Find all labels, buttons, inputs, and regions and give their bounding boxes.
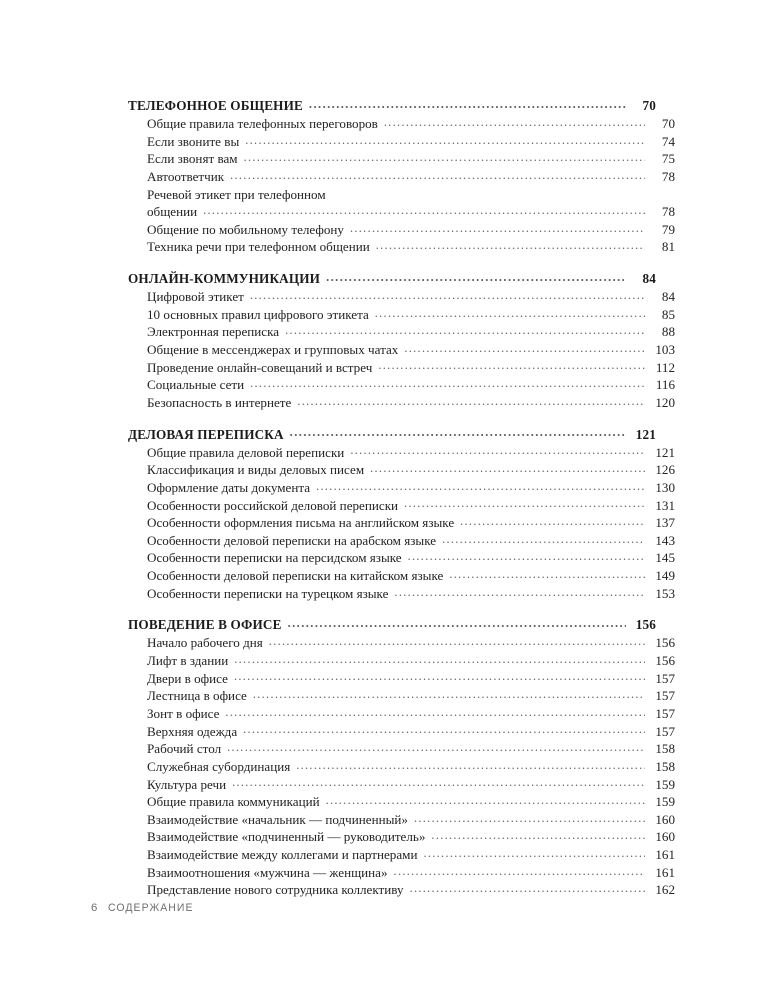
toc-section-page-number: 84: [642, 271, 656, 287]
toc-entry-page-number: 153: [655, 585, 675, 601]
toc-entry-label: Особенности деловой переписки на арабском языке: [147, 532, 437, 548]
toc-entry[interactable]: [147, 687, 675, 705]
toc-entry[interactable]: [147, 549, 675, 567]
toc-entry-page-number: 145: [655, 550, 675, 566]
dot-leader: [375, 306, 645, 319]
toc-entry[interactable]: [147, 828, 675, 846]
toc-entry-label: Техника речи при телефонном общении: [147, 239, 370, 255]
toc-entry[interactable]: [147, 652, 675, 670]
toc-entry[interactable]: [147, 585, 675, 603]
toc-entry-page-number: 85: [661, 306, 675, 322]
dot-leader: [394, 585, 645, 598]
dot-leader: [243, 722, 645, 735]
dot-leader: [442, 532, 645, 545]
toc-entry-label: Особенности деловой переписки на китайском языке: [147, 568, 444, 584]
toc-entry-label: Рабочий стол: [147, 741, 222, 757]
toc-entry[interactable]: [147, 359, 675, 377]
toc-entry-label: Безопасность в интернете: [147, 394, 292, 410]
toc-section: [128, 425, 675, 603]
toc-entry-label: Общение в мессенджерах и групповых чатах: [147, 342, 399, 358]
toc-section-title: ТЕЛЕФОННОЕ ОБЩЕНИЕ: [128, 98, 303, 113]
dot-leader: [245, 133, 645, 146]
toc-entry-label: Особенности оформления письма на английском языке: [147, 515, 455, 531]
toc-entry-label: Общие правила деловой переписки: [147, 444, 345, 460]
toc-entry-page-number: 158: [655, 741, 675, 757]
dot-leader: [234, 652, 645, 665]
table-of-contents: [128, 96, 675, 899]
toc-entry-page-number: 79: [661, 221, 675, 237]
toc-entry-page-number: 70: [661, 116, 675, 132]
toc-entry[interactable]: [147, 238, 675, 256]
toc-entry-page-number: 156: [655, 653, 675, 669]
toc-entry[interactable]: [147, 444, 675, 462]
toc-entry[interactable]: [147, 740, 675, 758]
toc-entry-page-number: 137: [655, 515, 675, 531]
toc-entry-label: Взаимодействие «подчиненный — руководитель»: [147, 829, 426, 845]
dot-leader: [394, 864, 645, 877]
toc-entry-label: 10 основных правил цифрового этикета: [147, 306, 369, 322]
toc-entry[interactable]: [147, 496, 675, 514]
toc-section-title: ДЕЛОВАЯ ПЕРЕПИСКА: [128, 426, 284, 442]
toc-section-title: ОНЛАЙН-КОММУНИКАЦИИ: [128, 271, 321, 287]
toc-entry[interactable]: [147, 775, 675, 793]
toc-entry-page-number: 160: [655, 829, 675, 845]
toc-section: [128, 615, 675, 899]
toc-entry-page-number: 160: [655, 811, 675, 827]
toc-entry-label: Социальные сети: [147, 377, 245, 393]
toc-section: [128, 96, 675, 256]
dot-leader: [288, 616, 626, 629]
toc-entry-page-number: 121: [655, 444, 675, 460]
toc-entry[interactable]: [147, 881, 675, 899]
toc-entry-label: Зонт в офисе: [147, 705, 220, 721]
toc-entry-page-number: 159: [655, 776, 675, 792]
toc-entry-page-number: 112: [655, 359, 675, 375]
toc-entry-page-number: 75: [661, 151, 675, 167]
toc-entry-page-number: 130: [655, 479, 675, 495]
toc-entry[interactable]: [147, 168, 675, 186]
dot-leader: [250, 288, 645, 301]
dot-leader: [230, 168, 645, 181]
toc-entry-label: Общие правила коммуникаций: [147, 794, 320, 810]
toc-entry-label: Служебная субординация: [147, 758, 291, 774]
toc-entry[interactable]: [147, 567, 675, 585]
toc-entry-label: Лестница в офисе: [147, 688, 247, 704]
dot-leader: [326, 270, 626, 283]
toc-entry-label: Культура речи: [147, 776, 227, 792]
toc-entry[interactable]: [147, 846, 675, 864]
toc-entry-label: Электронная переписка: [147, 324, 280, 340]
dot-leader: [423, 846, 645, 859]
toc-entry-page-number: 116: [655, 377, 675, 393]
toc-section-title: ПОВЕДЕНИЕ В ОФИСЕ: [128, 617, 282, 633]
toc-entry-wrapped-line: Речевой этикет при телефонном: [147, 186, 326, 202]
toc-entry[interactable]: [147, 323, 675, 341]
toc-entry[interactable]: [147, 115, 675, 133]
toc-section: [128, 269, 675, 411]
dot-leader: [297, 394, 645, 407]
dot-leader: [326, 793, 645, 806]
dot-leader: [449, 567, 645, 580]
toc-section-page-number: 121: [635, 426, 656, 442]
dot-leader: [384, 115, 645, 128]
toc-entry[interactable]: [147, 150, 675, 168]
toc-entry[interactable]: [147, 341, 675, 359]
toc-entry-page-number: 120: [655, 394, 675, 410]
toc-entry-page-number: 157: [655, 723, 675, 739]
toc-entry[interactable]: [147, 203, 675, 221]
toc-entry-page-number: 103: [655, 342, 675, 358]
toc-entry-page-number: 88: [661, 324, 675, 340]
dot-leader: [250, 376, 645, 389]
toc-entry-label: Представление нового сотрудника коллективу: [147, 882, 404, 898]
toc-entry-label: Общение по мобильному телефону: [147, 221, 344, 237]
toc-entry[interactable]: [147, 634, 675, 652]
dot-leader: [408, 549, 645, 562]
toc-entry[interactable]: [147, 288, 675, 306]
toc-entry-page-number: 161: [655, 847, 675, 863]
dot-leader: [234, 670, 645, 683]
toc-entry-label: Взаимодействие между коллегами и партнерами: [147, 847, 418, 863]
toc-entry[interactable]: [147, 670, 675, 688]
toc-entry[interactable]: [147, 479, 675, 497]
dot-leader: [370, 461, 645, 474]
toc-section-heading[interactable]: [128, 96, 656, 115]
page-footer: [91, 902, 201, 914]
toc-entry[interactable]: [147, 811, 675, 829]
toc-entry[interactable]: [147, 758, 675, 776]
toc-section-page-number: 70: [642, 98, 656, 113]
toc-entry-page-number: 157: [655, 705, 675, 721]
toc-entry[interactable]: [147, 306, 675, 324]
toc-entry[interactable]: [147, 532, 675, 550]
dot-leader: [296, 758, 645, 771]
dot-leader: [404, 496, 645, 509]
toc-entry-label: Если звонят вам: [147, 151, 238, 167]
toc-entry-page-number: 161: [655, 864, 675, 880]
running-head-label: СОДЕРЖАНИЕ: [107, 902, 194, 914]
toc-entry[interactable]: [147, 514, 675, 532]
dot-leader: [414, 811, 645, 824]
toc-entry[interactable]: [147, 376, 675, 394]
toc-entry-label: Оформление даты документа: [147, 479, 311, 495]
toc-entry-label: Проведение онлайн-совещаний и встреч: [147, 359, 373, 375]
toc-entry-label: Взаимоотношения «мужчина — женщина»: [147, 864, 388, 880]
toc-entry-page-number: 84: [661, 289, 675, 305]
dot-leader: [203, 203, 645, 216]
toc-entry-page-number: 157: [655, 688, 675, 704]
dot-leader: [290, 425, 626, 438]
toc-entry-label: Цифровой этикет: [147, 289, 244, 305]
toc-entry-label: Автоответчик: [147, 169, 225, 185]
toc-entry-page-number: 156: [655, 635, 675, 651]
dot-leader: [350, 221, 645, 234]
dot-leader: [244, 150, 645, 163]
toc-section-heading[interactable]: [128, 269, 656, 288]
dot-leader: [225, 705, 645, 718]
toc-entry[interactable]: [147, 133, 675, 151]
toc-entry-label: Общие правила телефонных переговоров: [147, 116, 378, 132]
dot-leader: [431, 828, 645, 841]
dot-leader: [350, 444, 645, 457]
toc-section-heading[interactable]: [128, 425, 656, 444]
dot-leader: [253, 687, 645, 700]
toc-entry[interactable]: [147, 722, 675, 740]
toc-entry-label: Если звоните вы: [147, 133, 240, 149]
toc-entry[interactable]: [147, 705, 675, 723]
toc-entry-label: Взаимодействие «начальник — подчиненный»: [147, 811, 408, 827]
toc-entry-label: Лифт в здании: [147, 653, 229, 669]
toc-entry-label: Классификация и виды деловых писем: [147, 462, 365, 478]
toc-entry-page-number: 143: [655, 532, 675, 548]
toc-section-page-number: 156: [635, 617, 656, 633]
toc-entry-label: Особенности российской деловой переписки: [147, 497, 399, 513]
dot-leader: [404, 341, 645, 354]
dot-leader: [232, 775, 645, 788]
toc-entry-page-number: 74: [661, 133, 675, 149]
toc-section-heading[interactable]: [128, 615, 656, 634]
toc-entry[interactable]: [147, 461, 675, 479]
toc-entry[interactable]: [147, 793, 675, 811]
dot-leader: [316, 479, 645, 492]
toc-entry-page-number: 149: [655, 568, 675, 584]
toc-entry-label: Двери в офисе: [147, 670, 228, 686]
toc-entry-label: Верхняя одежда: [147, 723, 238, 739]
toc-entry-page-number: 158: [655, 758, 675, 774]
toc-entry-label: Особенности переписки на турецком языке: [147, 585, 389, 601]
toc-entry-page-number: 81: [661, 239, 675, 255]
dot-leader: [376, 238, 645, 251]
dot-leader: [285, 323, 645, 336]
toc-entry-page-number: 162: [655, 882, 675, 898]
dot-leader: [460, 514, 645, 527]
dot-leader: [227, 740, 645, 753]
dot-leader: [309, 97, 626, 110]
toc-entry-page-number: 126: [655, 462, 675, 478]
toc-entry[interactable]: [147, 394, 675, 412]
dot-leader: [378, 359, 645, 372]
toc-entry-label: Начало рабочего дня: [147, 635, 263, 651]
toc-entry-label: Особенности переписки на персидском языке: [147, 550, 402, 566]
toc-entry[interactable]: [147, 864, 675, 882]
toc-entry-page-number: 131: [655, 497, 675, 513]
dot-leader: [410, 881, 645, 894]
toc-entry-page-number: 157: [655, 670, 675, 686]
toc-entry[interactable]: [147, 221, 675, 239]
toc-entry-page-number: 78: [661, 204, 675, 220]
page-folio-number: 6: [91, 902, 98, 914]
toc-entry-label: общении: [147, 204, 198, 220]
dot-leader: [269, 634, 645, 647]
toc-entry-page-number: 159: [655, 794, 675, 810]
toc-entry-page-number: 78: [661, 169, 675, 185]
